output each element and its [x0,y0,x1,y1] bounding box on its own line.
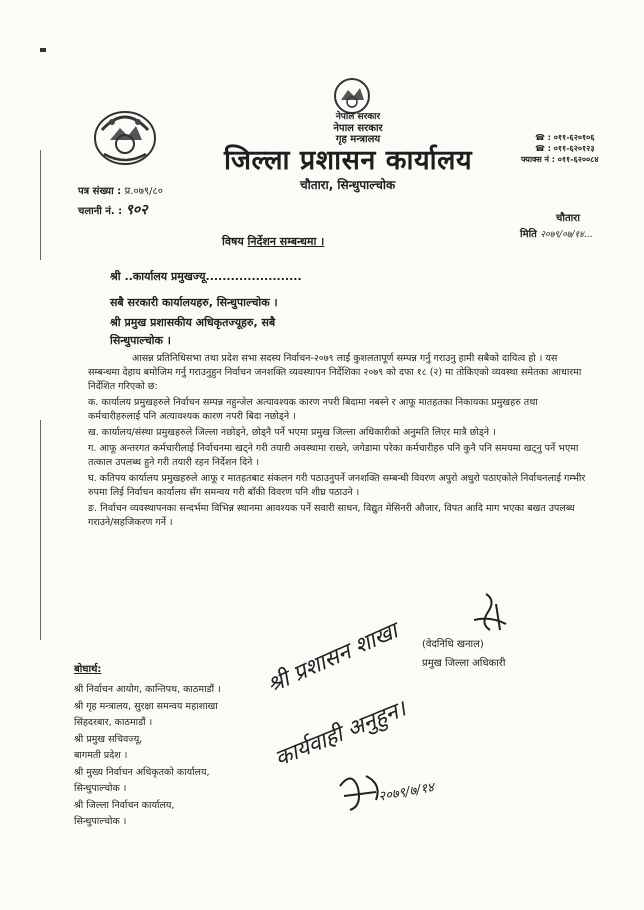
addressee-line3: श्री प्रमुख प्रशासकीय अधिकृतज्यूहरु, सबै [110,316,276,329]
cc-line: श्री निर्वाचन आयोग, कान्तिपथ, काठमाडौं । [74,684,221,695]
signatory-title: प्रमुख जिल्ला अधिकारी [422,658,506,669]
cc-line: बागमती प्रदेश । [74,750,128,761]
ministry-name: गृह मन्त्रालय [335,134,381,145]
body-point-ka: क. कार्यालय प्रमुखहरुले निर्वाचन सम्पन्न नहुन्जेल अत्यावश्यक कारण नपरी बिदामा नबस्ने र आफू मातहतका निकायका प्रमुखहरु तथा कर्मचारीहरुलाई पनि अत्यावश्यक कारण नपरी बिदा नछोड्ने । [88,397,538,422]
ministry-emblem-icon [332,76,372,116]
letter-body [88,352,588,530]
cc-line: श्री जिल्ला निर्वाचन कार्यालय, [74,799,175,811]
cc-line: सिंहदरबार, काठमाडौं । [74,717,153,728]
cc-line: सिन्धुपाल्चोक । [74,783,127,794]
subject-text: निर्देशन सम्बन्धमा । [247,235,325,248]
phone-2: ☎ : ०११-६२०१२३ [535,144,595,153]
letter-number-value: प्र.०७९/८० [124,186,163,197]
cc-title: बोधार्थ: [74,664,102,675]
page-edge-mark [40,420,41,640]
cc-line: श्री मुख्य निर्वाचन अधिकृतको कार्यालय, [74,766,210,778]
handwritten-note-line2: कार्यवाही अनुहुन। [271,696,410,772]
addressee-line2: सबै सरकारी कार्यालयहरु, सिन्धुपाल्चोक । [110,296,278,309]
addressee-line4: सिन्धुपाल्चोक । [110,334,171,347]
body-point-ga: ग. आफू अन्तरगत कर्मचारीलाई निर्वाचनमा खट्ने गरी तयारी अवस्थामा राख्ने, जगेडामा परेका कर्मचारीहरु पनि कुनै पनि समयमा खट्नु पर्ने भएमा तत्काल उपलब्ध हुने गरी तयारी रहन निर्देशन दिने । [88,443,579,468]
date-value: २०७९/०७/१४... [540,230,593,240]
body-point-gha: घ. कतिपय कार्यालय प्रमुखहरुले आफू र मातहतबाट संकलन गरी पठाउनुपर्ने जनशक्ति सम्बन्धी विवरण अपुरो अधुरो पठाएकोले निर्वाचनलाई गम्भीर रुपमा लिई निर्वाचन कार्यालय सँग समन्वय गरी बाँकी विवरण पनि शीघ्र पठाउने । [88,473,586,498]
letter-number-label: पत्र संख्या : [78,186,122,197]
office-location: चौतारा, सिन्धुपाल्चोक [300,178,396,192]
official-signature-icon [456,590,516,638]
cc-list [74,682,274,831]
cc-line: श्री गृह मन्त्रालय, सुरक्षा समन्वय महाशाखा [74,700,218,712]
dispatch-number-label: चलानी नं. : [78,206,123,217]
subject-line [222,234,324,249]
handwritten-note-line1: श्री प्रशासन शाखा [263,618,402,699]
office-title: जिल्ला प्रशासन कार्यालय [224,145,473,176]
place: चौतारा [556,213,580,224]
letter-number [78,183,163,197]
dispatch-number-value: ९०२ [125,202,148,218]
body-point-kha: ख. कार्यालय/संस्था प्रमुखहरुले जिल्ला नछोड्ने, छोड्नै पर्ने भएमा प्रमुख जिल्ला अधिकारीको अनुमति लिएर मात्रै छोड्ने । [88,427,496,438]
handwritten-date: २०७९/७/१४ [377,780,436,805]
addressee-line1: श्री ..कार्यालय प्रमुखज्यू....................... [110,270,302,283]
gov-line2: नेपाल सरकार [333,123,383,134]
cc-line: सिन्धुपाल्चोक । [74,816,127,827]
page-edge-mark [40,150,41,260]
fax-number: फ्याक्स नं : ०११-६२००८४ [521,155,599,164]
phone-1: ☎ : ०११-६२०१०६ [535,133,595,142]
subject-label: विषय [222,235,244,248]
page-edge-mark [40,48,46,52]
signatory-name: (वेदनिधि खनाल) [422,639,484,650]
date-line [520,226,592,240]
nepal-emblem-icon [90,100,160,170]
gov-line1: नेपाल सरकार [335,112,381,122]
body-point-nga: ङ. निर्वाचन व्यवस्थापनका सन्दर्भमा विभिन्न स्थानमा आवश्यक पर्ने सवारी साधन, विद्युत मेसिनरी औजार, विपत आदि माग भएका बखत उपलब्ध गराउने/सहजिकरण गर्ने । [88,503,575,528]
cc-line: श्री प्रमुख सचिवज्यू, [74,733,143,745]
date-label: मिति [520,229,537,240]
body-intro: आसन्न प्रतिनिधिसभा तथा प्रदेश सभा सदस्य निर्वाचन-२०७९ लाई कुशलतापूर्ण सम्पन्न गर्नु गराउनु हामी सबैको दायित्व हो । यस सम्बन्धमा देहाय बमोजिम गर्नु गराउनुहुन निर्वाचन जनशक्ति व्यवस्थापन निर्देशिका २०७९ को दफा १८ (२) मा तोकिएको व्यवस्था समेतका आधारमा निर्देशित गरिएको छ: [88,353,582,392]
contact-block [521,132,599,165]
dispatch-number [78,200,148,219]
